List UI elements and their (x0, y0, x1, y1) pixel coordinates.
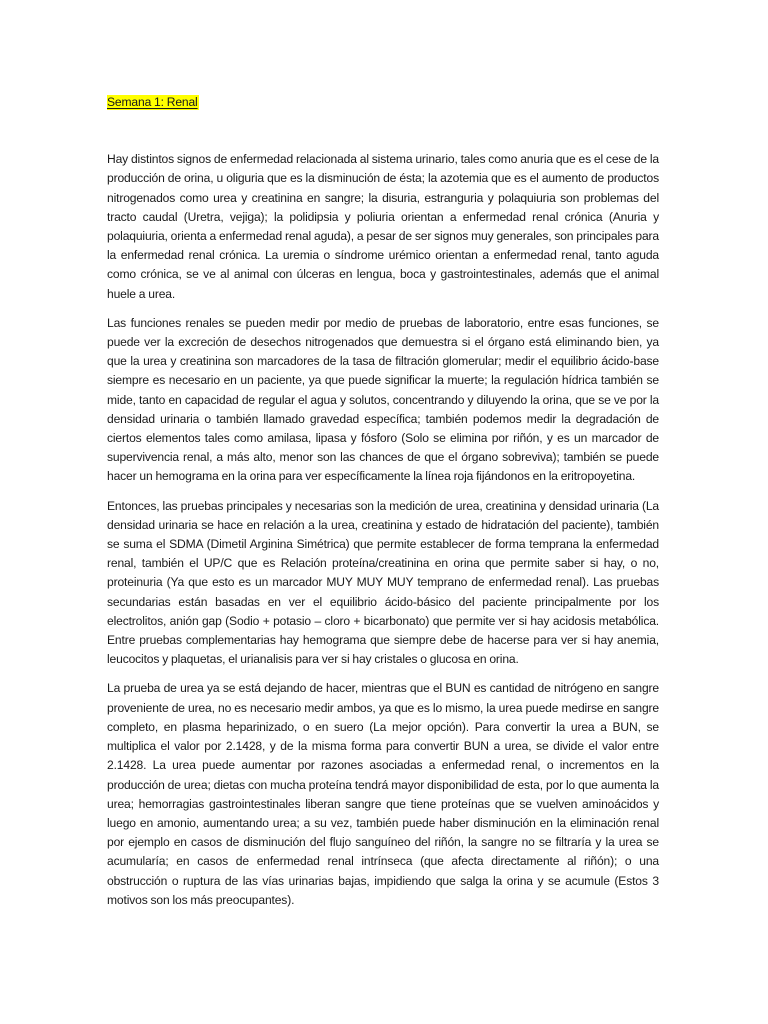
paragraph-signs: Hay distintos signos de enfermedad relacionada al sistema urinario, tales como anuria que es el cese de la producción de orina, u oliguria que es la disminución de ésta; la azotemia que es el aumento de productos nitrogenados como urea y creatinina en sangre; la disuria, estranguria y polaquiuria son problemas del tracto caudal (Uretra, vejiga); la polidipsia y poliuria orientan a enfermedad renal crónica (Anuria y polaquiuria, orienta a enfermedad renal aguda), a pesar de ser signos muy generales, son principales para la enfermedad renal crónica. La uremia o síndrome urémico orientan a enfermedad renal, tanto aguda como crónica, se ve al animal con úlceras en lengua, boca y gastrointestinales, además que el animal huele a urea. (107, 152, 659, 301)
document-body (107, 93, 659, 910)
paragraph-renal-functions: Las funciones renales se pueden medir por medio de pruebas de laboratorio, entre esas funciones, se puede ver la excreción de desechos nitrogenados que demuestra si el órgano está eliminando bien, ya que la urea y creatinina son marcadores de la tasa de filtración glomerular; medir el equilibrio ácido-base siempre es necesario en un paciente, ya que puede significar la muerte; la regulación hídrica también se mide, tanto en capacidad de regular el agua y solutos, concentrando y diluyendo la orina, que se ve por la densidad urinaria o también llamado gravedad específica; también podemos medir la degradación de ciertos elementos tales como amilasa, lipasa y fósforo (Solo se elimina por riñón, y es un marcador de supervivencia renal, a más alto, menor son las chances de que el órgano sobreviva); también se puede hacer un hemograma en la orina para ver específicamente la línea roja fijándonos en la eritropoyetina. (107, 315, 659, 484)
paragraph-main-tests: Entonces, las pruebas principales y necesarias son la medición de urea, creatinina y densidad urinaria (La densidad urinaria se hace en relación a la urea, creatinina y estado de hidratación del paciente), también se suma el SDMA (Dimetil Arginina Simétrica) que permite establecer de forma temprana la enfermedad renal, también el UP/C que es Relación proteína/creatinina en orina que permite saber si hay, o no, proteinuria (Ya que esto es un marcador MUY MUY MUY temprano de enfermedad renal). Las pruebas secundarias están basadas en ver el equilibrio ácido-básico del paciente principalmente por los electrolitos, anión gap (Sodio + potasio – cloro + bicarbonato) que permite ver si hay acidosis metabólica. Entre pruebas complementarias hay hemograma que siempre debe de hacerse para ver si hay anemia, leucocitos y plaquetas, el urianalisis para ver si hay cristales o glucosa en orina. (107, 498, 659, 667)
section-heading (107, 93, 659, 112)
paragraph-urea-bun: La prueba de urea ya se está dejando de hacer, mientras que el BUN es cantidad de nitrógeno en sangre proveniente de urea, no es necesario medir ambos, ya que es lo mismo, la urea puede medirse en sangre completo, en plasma heparinizado, o en suero (La mejor opción). Para convertir la urea a BUN, se multiplica el valor por 2.1428, y de la misma forma para convertir BUN a urea, se divide el valor entre 2.1428. La urea puede aumentar por razones asociadas a enfermedad renal, o incrementos en la producción de urea; dietas con mucha proteína tendrá mayor disponibilidad de esta, por lo que aumenta la urea; hemorragias gastrointestinales liberan sangre que tiene proteínas que se vuelven aminoácidos y luego en amonio, aumentando urea; a su vez, también puede haber disminución en la eliminación renal por ejemplo en casos de disminución del flujo sanguíneo del riñón, la sangre no se filtraría y la urea se acumularía; en casos de enfermedad renal intrínseca (que afecta directamente al riñón); o una obstrucción o ruptura de las vías urinarias bajas, impidiendo que salga la orina y se acumule (Estos 3 motivos son los más preocupantes). (107, 681, 659, 907)
section-heading-text: Semana 1: Renal (107, 95, 198, 109)
